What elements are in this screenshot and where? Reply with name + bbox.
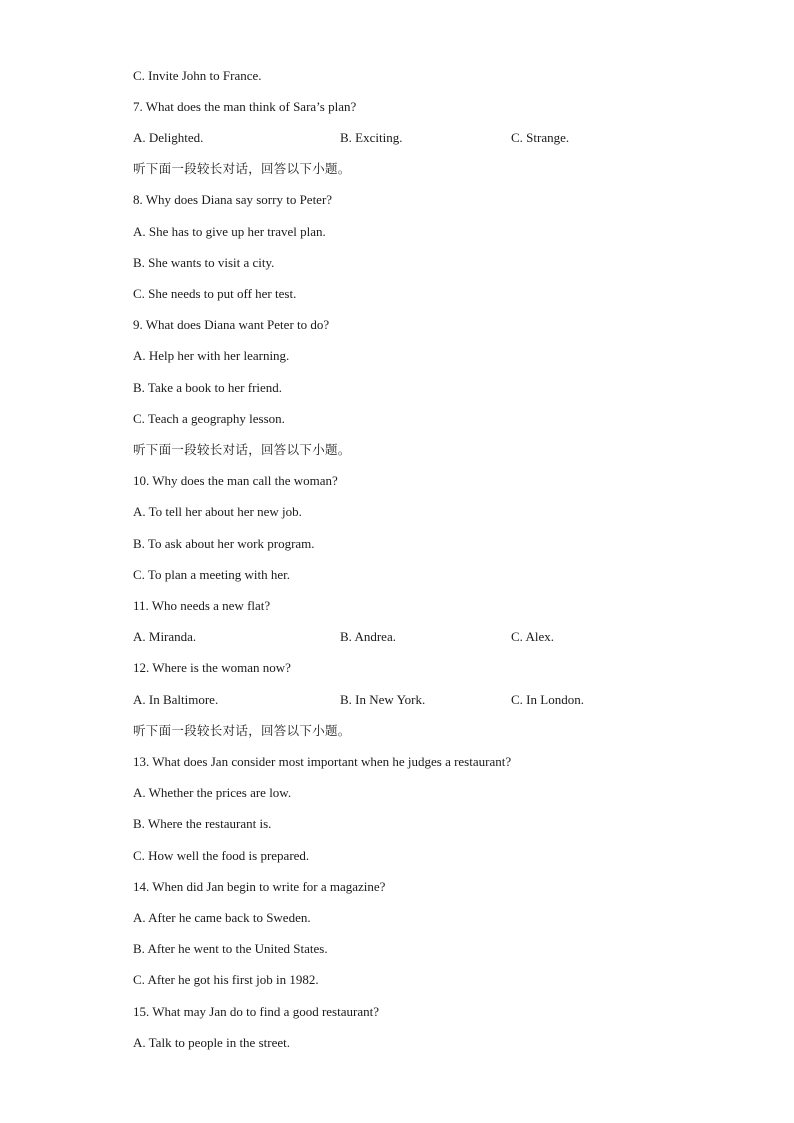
- question-10: 10. Why does the man call the woman?: [133, 473, 338, 488]
- option-b-q12: B. In New York.: [340, 692, 426, 707]
- section-instruction-1: 听下面一段较长对话，回答以下小题。: [133, 161, 351, 176]
- section-instruction-3: 听下面一段较长对话，回答以下小题。: [133, 723, 351, 738]
- option-a-q11: A. Miranda.: [133, 629, 197, 644]
- option-b-q10: B. To ask about her work program.: [133, 536, 315, 551]
- question-11: 11. Who needs a new flat?: [133, 598, 271, 613]
- option-a-q9: A. Help her with her learning.: [133, 348, 290, 363]
- option-b-q7: B. Exciting.: [340, 130, 403, 145]
- option-c-q12: C. In London.: [511, 692, 584, 707]
- option-a-q7: A. Delighted.: [133, 130, 204, 145]
- option-c-q13: C. How well the food is prepared.: [133, 848, 310, 863]
- options-q12: [133, 691, 693, 709]
- question-13: 13. What does Jan consider most important when he judges a restaurant?: [133, 754, 512, 769]
- option-a-q14: A. After he came back to Sweden.: [133, 910, 311, 925]
- option-c-q6: C. Invite John to France.: [133, 68, 262, 83]
- options-q7: [133, 129, 693, 147]
- option-a-q13: A. Whether the prices are low.: [133, 785, 292, 800]
- section-instruction-2: 听下面一段较长对话，回答以下小题。: [133, 442, 351, 457]
- option-a-q15: A. Talk to people in the street.: [133, 1035, 290, 1050]
- question-15: 15. What may Jan do to find a good restaurant?: [133, 1004, 379, 1019]
- question-14: 14. When did Jan begin to write for a magazine?: [133, 879, 386, 894]
- option-c-q7: C. Strange.: [511, 130, 570, 145]
- option-a-q12: A. In Baltimore.: [133, 692, 219, 707]
- option-b-q9: B. Take a book to her friend.: [133, 380, 283, 395]
- options-q11: [133, 628, 693, 646]
- option-b-q14: B. After he went to the United States.: [133, 941, 328, 956]
- option-c-q10: C. To plan a meeting with her.: [133, 567, 290, 582]
- question-7: 7. What does the man think of Sara’s plan?: [133, 99, 357, 114]
- question-8: 8. Why does Diana say sorry to Peter?: [133, 192, 333, 207]
- option-c-q14: C. After he got his first job in 1982.: [133, 972, 319, 987]
- question-9: 9. What does Diana want Peter to do?: [133, 317, 330, 332]
- option-b-q13: B. Where the restaurant is.: [133, 816, 272, 831]
- option-a-q10: A. To tell her about her new job.: [133, 504, 302, 519]
- option-b-q8: B. She wants to visit a city.: [133, 255, 275, 270]
- question-12: 12. Where is the woman now?: [133, 660, 291, 675]
- option-c-q11: C. Alex.: [511, 629, 554, 644]
- option-c-q8: C. She needs to put off her test.: [133, 286, 297, 301]
- option-b-q11: B. Andrea.: [340, 629, 396, 644]
- option-a-q8: A. She has to give up her travel plan.: [133, 224, 326, 239]
- option-c-q9: C. Teach a geography lesson.: [133, 411, 285, 426]
